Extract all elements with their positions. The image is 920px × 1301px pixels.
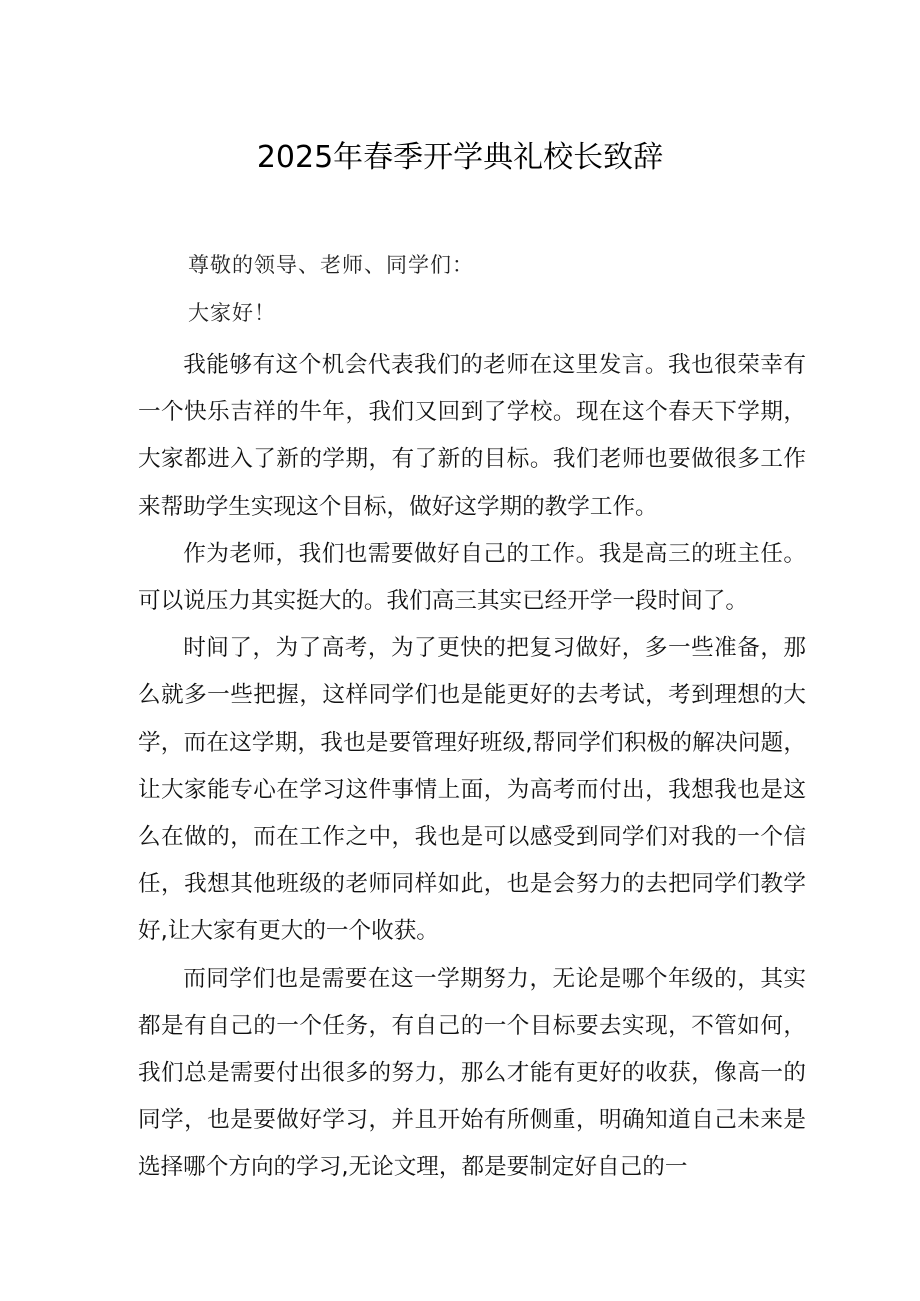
document-title: 2025年春季开学典礼校长致辞 xyxy=(256,140,664,175)
paragraph-2: 作为老师，我们也需要做好自己的工作。我是高三的班主任。可以说压力其实挺大的。我们高三其实已经开学一段时间了。 xyxy=(138,540,806,615)
greeting: 大家好！ xyxy=(188,301,276,325)
paragraph-1: 我能够有这个机会代表我们的老师在这里发言。我也很荣幸有一个快乐吉祥的牛年，我们又回到了学校。现在这个春天下学期，大家都进入了新的学期，有了新的目标。我们老师也要做很多工作来帮助学生实现这个目标，做好这学期的教学工作。 xyxy=(138,352,806,520)
speech-body xyxy=(138,342,806,1192)
paragraph-4: 而同学们也是需要在这一学期努力，无论是哪个年级的，其实都是有自己的一个任务，有自己的一个目标要去实现，不管如何，我们总是需要付出很多的努力，那么才能有更好的收获，像高一的同学，也是要做好学习，并且开始有所侧重，明确知道自己未来是选择哪个方向的学习,无论文理，都是要制定好自己的一 xyxy=(138,965,806,1181)
paragraph-3: 时间了，为了高考，为了更快的把复习做好，多一些准备，那么就多一些把握，这样同学们也是能更好的去考试，考到理想的大学，而在这学期，我也是要管理好班级,帮同学们积极的解决问题，让大家能专心在学习这件事情上面，为高考而付出，我想我也是这么在做的，而在工作之中，我也是可以感受到同学们对我的一个信任，我想其他班级的老师同样如此，也是会努力的去把同学们教学好,让大家有更大的一个收获。 xyxy=(138,635,806,945)
salutation: 尊敬的领导、老师、同学们： xyxy=(188,253,474,277)
